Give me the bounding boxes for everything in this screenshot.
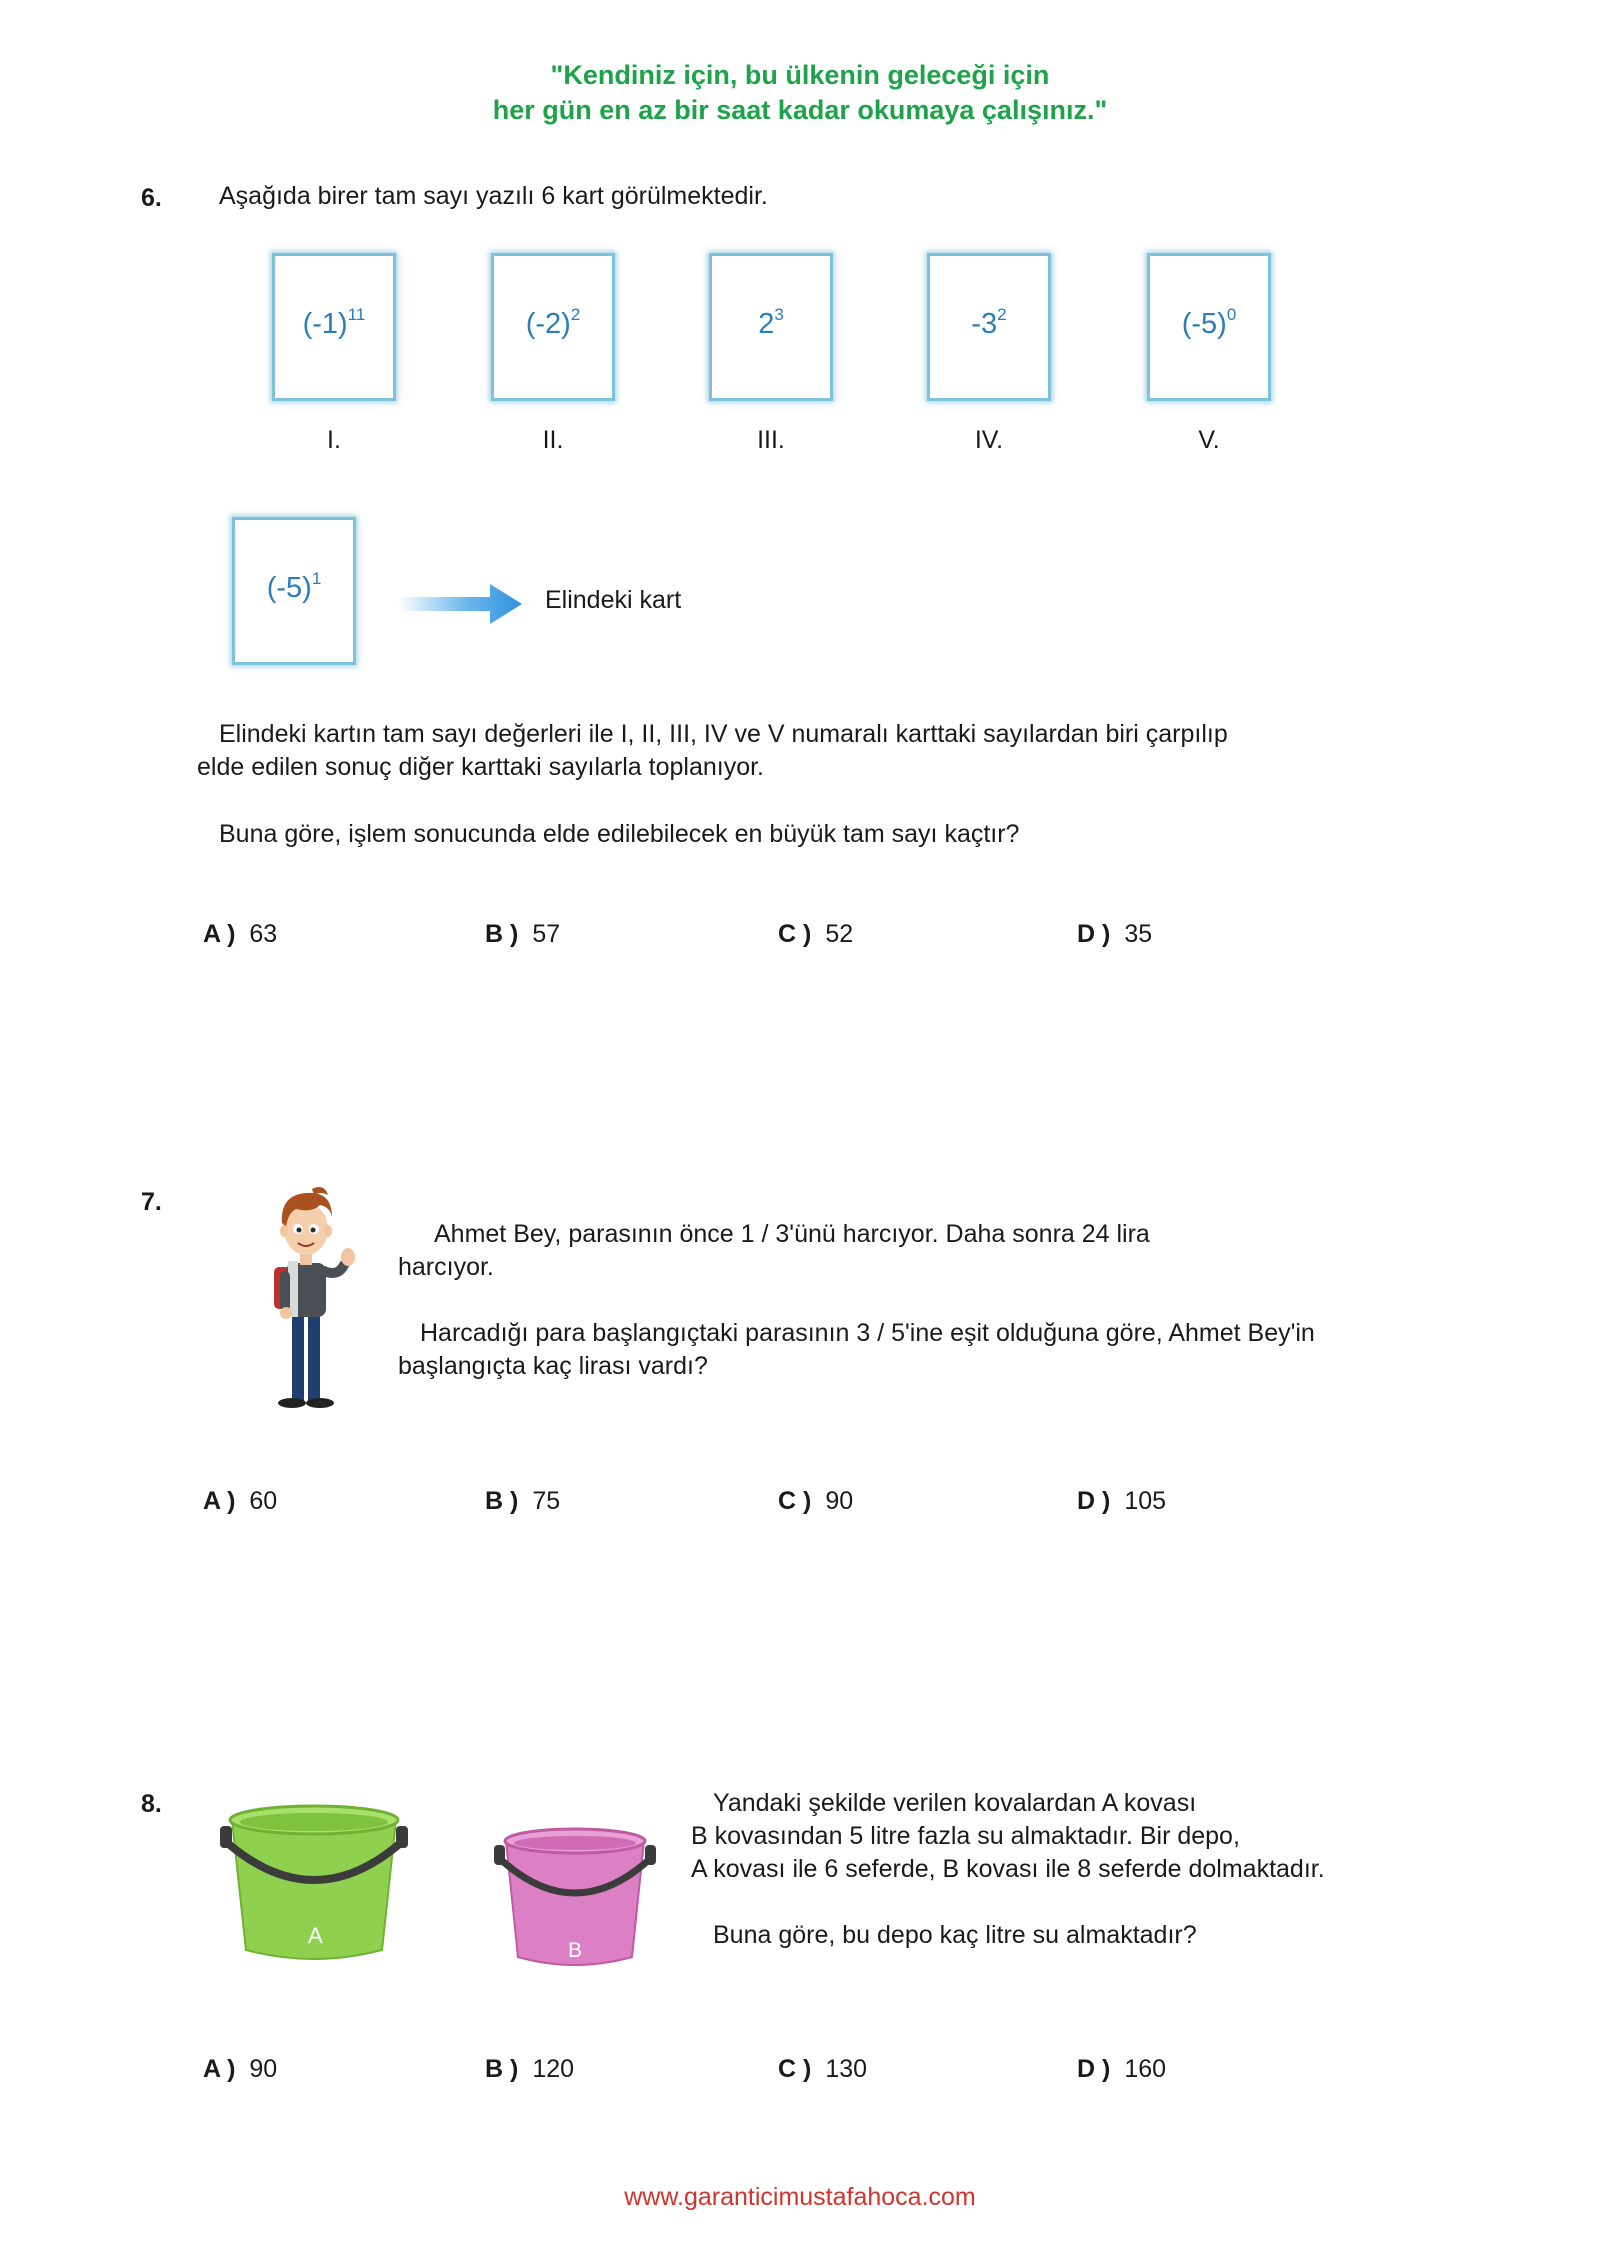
hand-card-value: $(-5)^1$: [266, 569, 322, 604]
q7-option-a[interactable]: A ) 60: [203, 1487, 278, 1515]
bucket-a-label: A: [308, 1923, 323, 1948]
q6-option-d[interactable]: D ) 35: [1077, 920, 1153, 948]
q6-option-a[interactable]: A ) 63: [203, 920, 278, 948]
question-6-text-line-2: elde edilen sonuç diğer karttaki sayılarla toplanıyor.: [197, 753, 764, 781]
footer-link[interactable]: www.garanticimustafahoca.com: [624, 2183, 976, 2211]
q7-option-b[interactable]: B ) 75: [485, 1487, 561, 1515]
card-1-value: $(-1)^{11}$: [302, 305, 366, 340]
question-6-question: Buna göre, işlem sonucunda elde edilebilecek en büyük tam sayı kaçtır?: [219, 820, 1020, 848]
q8-option-d[interactable]: D ) 160: [1077, 2055, 1167, 2083]
motto-line-1: "Kendiniz için, bu ülkenin geleceği için: [550, 60, 1050, 90]
hand-card: [232, 517, 356, 665]
question-6-number: 6.: [141, 184, 162, 212]
question-8-text-line-1: Yandaki şekilde verilen kovalardan A kovası: [713, 1789, 1197, 1817]
question-8-question: Buna göre, bu depo kaç litre su almaktadır?: [713, 1921, 1197, 1949]
hand-card-label: Elindeki kart: [545, 586, 682, 614]
question-8-text-line-2: B kovasından 5 litre fazla su almaktadır. Bir depo,: [691, 1822, 1240, 1850]
question-6-text-line-1: Elindeki kartın tam sayı değerleri ile I, II, III, IV ve V numaralı karttaki sayılardan biri çarpılıp: [219, 720, 1228, 748]
card-4-label: IV.: [974, 426, 1004, 454]
card-2-label: II.: [542, 426, 564, 454]
card-1-label: I.: [327, 426, 341, 454]
man-illustration-icon: [252, 1185, 364, 1415]
card-3: [709, 253, 833, 401]
question-7-text-line-3: Harcadığı para başlangıçtaki parasının 3 / 5'ine eşit olduğuna göre, Ahmet Bey'in: [420, 1319, 1315, 1347]
card-1: [272, 253, 396, 401]
q6-option-b[interactable]: B ) 57: [485, 920, 561, 948]
bucket-a-icon: [216, 1800, 412, 1970]
question-8-text-line-3: A kovası ile 6 seferde, B kovası ile 8 seferde dolmaktadır.: [691, 1855, 1325, 1883]
question-7-text-line-1: Ahmet Bey, parasının önce 1 / 3'ünü harcıyor. Daha sonra 24 lira: [434, 1220, 1150, 1248]
q7-option-c[interactable]: C ) 90: [778, 1487, 854, 1515]
question-7-text-line-4: başlangıçta kaç lirası vardı?: [398, 1352, 708, 1380]
motto-line-2: her gün en az bir saat kadar okumaya çalışınız.": [492, 95, 1108, 125]
question-7-number: 7.: [141, 1188, 162, 1216]
bucket-b-label: B: [568, 1939, 583, 1962]
card-5-label: V.: [1198, 426, 1220, 454]
bucket-b-icon: [490, 1825, 660, 1975]
question-7-text-line-2: harcıyor.: [398, 1253, 494, 1281]
q8-option-c[interactable]: C ) 130: [778, 2055, 868, 2083]
card-4-value: $-3^2$: [971, 305, 1007, 340]
card-2: [491, 253, 615, 401]
card-5-value: $(-5)^0$: [1181, 305, 1237, 340]
bucket-a: [216, 1800, 412, 1970]
card-5: [1147, 253, 1271, 401]
question-8-number: 8.: [141, 1790, 162, 1818]
card-3-label: III.: [757, 426, 785, 454]
q6-option-c[interactable]: C ) 52: [778, 920, 854, 948]
question-6-intro: Aşağıda birer tam sayı yazılı 6 kart görülmektedir.: [219, 182, 768, 210]
card-3-value: $2^3$: [758, 305, 784, 340]
q7-option-d[interactable]: D ) 105: [1077, 1487, 1167, 1515]
card-2-value: $(-2)^2$: [525, 305, 581, 340]
q8-option-a[interactable]: A ) 90: [203, 2055, 278, 2083]
q8-option-b[interactable]: B ) 120: [485, 2055, 575, 2083]
bucket-b: [490, 1825, 660, 1975]
arrow-right-icon: [398, 582, 524, 626]
card-4: [927, 253, 1051, 401]
